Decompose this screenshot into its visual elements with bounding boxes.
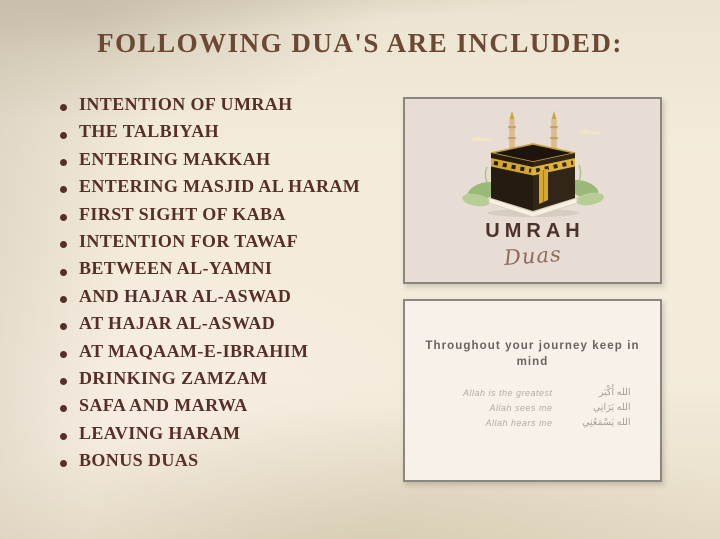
list-item-label: AND HAJAR AL-ASWAD — [79, 285, 292, 306]
kaaba-icon — [453, 107, 613, 219]
phrase-english: Allah sees me — [489, 402, 553, 413]
list-item — [60, 94, 360, 121]
list-item-label: FIRST SIGHT OF KABA — [79, 203, 286, 224]
phrase-english: Allah hears me — [485, 417, 553, 428]
phrase-arabic: الله يَسْمَعُنِي — [582, 417, 631, 428]
list-item — [60, 121, 360, 148]
list-item — [60, 395, 360, 422]
list-item-label: LEAVING HARAM — [79, 422, 241, 443]
cover-card — [403, 97, 662, 284]
list-item-label: SAFA AND MARWA — [79, 395, 248, 416]
list-item-label: BETWEEN AL-YAMNI — [79, 258, 273, 279]
phrase-table — [435, 387, 631, 428]
list-item — [60, 258, 360, 285]
bullet-icon — [60, 241, 67, 248]
list-item-label: ENTERING MAKKAH — [79, 148, 271, 169]
list-item-label: THE TALBIYAH — [79, 121, 220, 142]
bullet-icon — [60, 296, 67, 303]
list-item — [60, 149, 360, 176]
bullet-icon — [60, 460, 67, 467]
bullet-icon — [60, 132, 67, 139]
phrase-arabic: الله يَرَانِي — [593, 402, 631, 413]
list-item — [60, 368, 360, 395]
bullet-icon — [60, 159, 67, 166]
list-item-label: INTENTION FOR TAWAF — [79, 230, 298, 251]
bullet-icon — [60, 351, 67, 358]
list-item — [60, 176, 360, 203]
bullet-icon — [60, 433, 67, 440]
list-item-label: DRINKING ZAMZAM — [79, 367, 268, 388]
list-item — [60, 341, 360, 368]
phrase-arabic: الله أَكْبَر — [598, 387, 631, 398]
reminder-heading: Throughout your journey keep in mind — [425, 340, 640, 368]
bullet-icon — [60, 405, 67, 412]
bullet-icon — [60, 104, 67, 111]
list-item-label: AT MAQAAM-E-IBRAHIM — [79, 340, 309, 361]
list-item — [60, 313, 360, 340]
bullet-icon — [60, 378, 67, 385]
bullet-icon — [60, 186, 67, 193]
cover-card-title: UMRAH — [485, 220, 585, 242]
bullet-icon — [60, 214, 67, 221]
list-item — [60, 204, 360, 231]
list-item — [60, 423, 360, 450]
list-item-label: INTENTION OF UMRAH — [79, 94, 293, 114]
list-item — [60, 231, 360, 258]
duas-list — [60, 94, 360, 477]
list-item — [60, 450, 360, 477]
page-title: FOLLOWING DUA'S ARE INCLUDED: — [97, 28, 623, 58]
phrase-english: Allah is the greatest — [462, 387, 553, 398]
bullet-icon — [60, 323, 67, 330]
list-item-label: BONUS DUAS — [79, 450, 199, 471]
list-item — [60, 286, 360, 313]
list-item-label: ENTERING MASJID AL HARAM — [79, 176, 361, 197]
bullet-icon — [60, 269, 67, 276]
reminder-card — [403, 299, 662, 482]
list-item-label: AT HAJAR AL-ASWAD — [79, 313, 276, 334]
cover-card-subtitle: Duas — [502, 242, 563, 270]
